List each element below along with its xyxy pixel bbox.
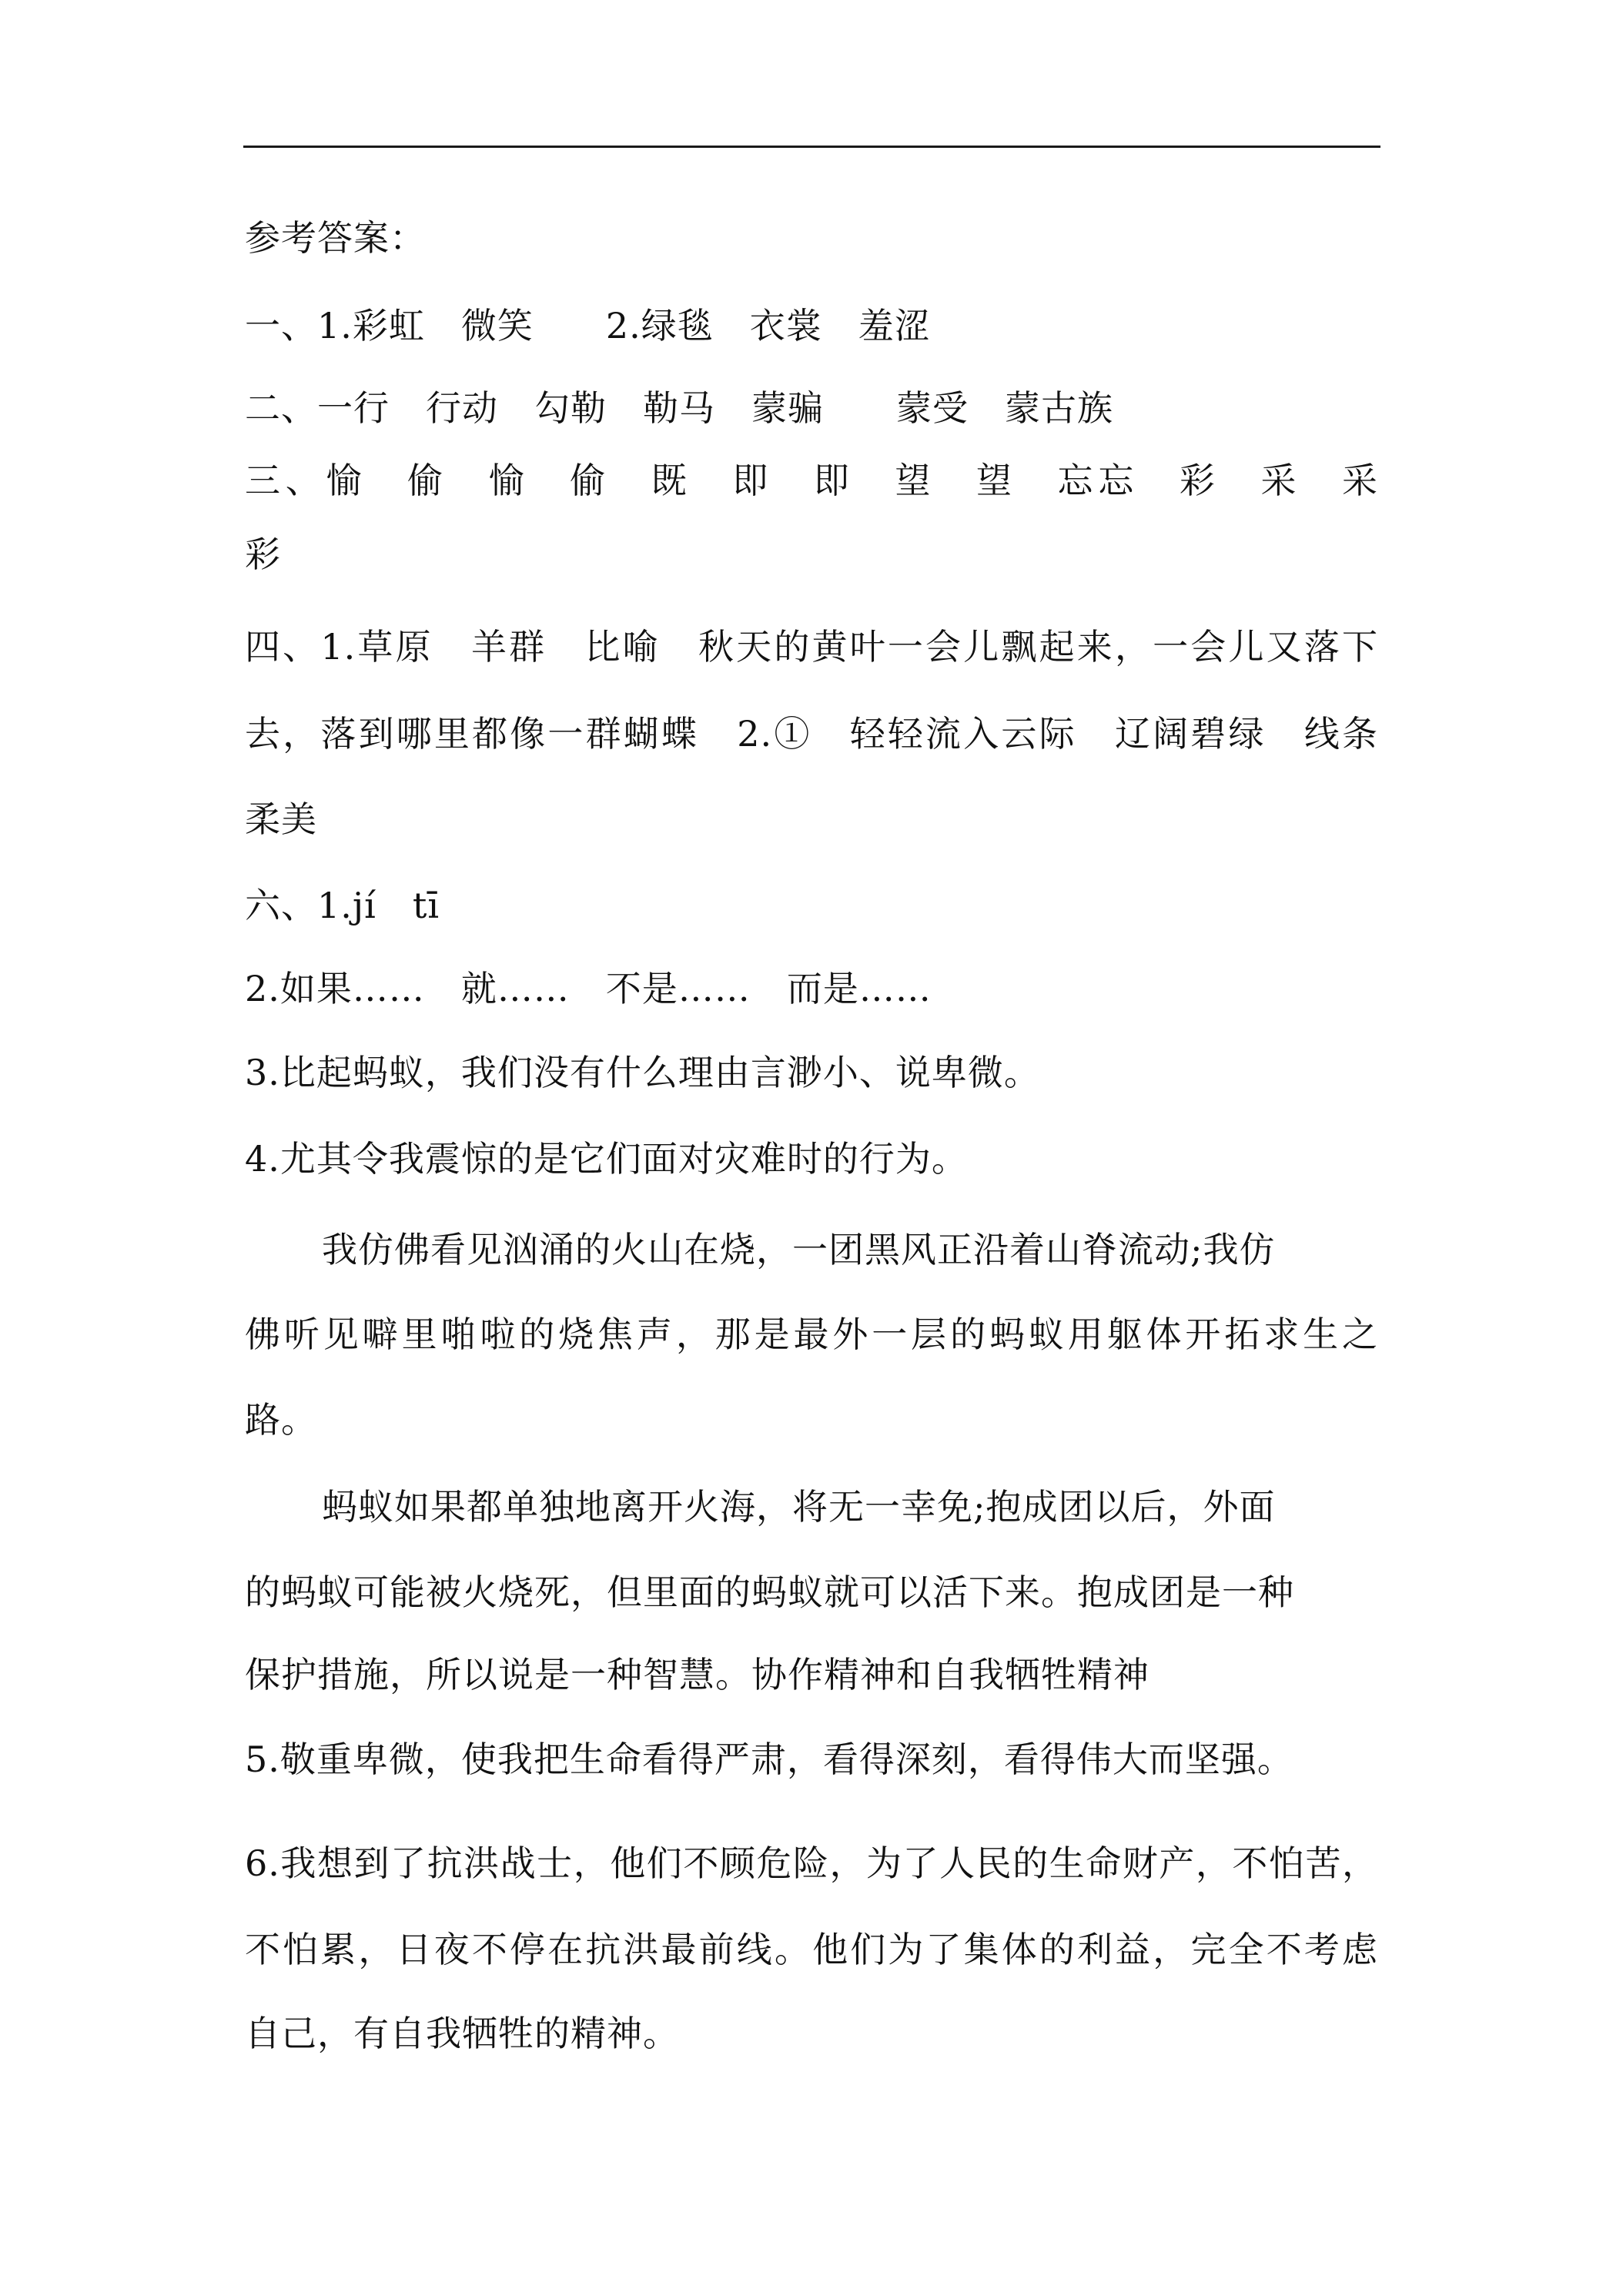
answer-line-6-2: 2.如果…… 就…… 不是…… 而是…… [245, 968, 932, 1009]
paragraph-1-line-2: 佛听见噼里啪啦的烧焦声，那是最外一层的蚂蚁用躯体开拓求生之 [245, 1314, 1378, 1355]
answer-line-1: 一、1.彩虹 微笑 2.绿毯 衣裳 羞涩 [245, 305, 931, 346]
answer-line-6-6c: 自己，有自我牺牲的精神。 [245, 2013, 679, 2054]
header-rule [243, 146, 1380, 148]
answer-line-6-6a: 6.我想到了抗洪战士，他们不顾危险，为了人民的生命财产，不怕苦， [245, 1842, 1378, 1884]
answer-line-6-1: 六、1.jí tī [245, 885, 440, 926]
answer-line-4b: 去，落到哪里都像一群蝴蝶 2.① 轻轻流入云际 辽阔碧绿 线条 [245, 713, 1378, 755]
answer-line-4a: 四、1.草原 羊群 比喻 秋天的黄叶一会儿飘起来，一会儿又落下 [245, 626, 1378, 668]
answer-line-6-3: 3.比起蚂蚁，我们没有什么理由言渺小、说卑微。 [245, 1052, 1040, 1093]
answer-line-6-6b: 不怕累，日夜不停在抗洪最前线。他们为了集体的利益，完全不考虑 [245, 1929, 1378, 1970]
paragraph-2-line-2: 的蚂蚁可能被火烧死，但里面的蚂蚁就可以活下来。抱成团是一种 [245, 1571, 1294, 1613]
answer-line-6-5: 5.敬重卑微，使我把生命看得严肃，看得深刻，看得伟大而坚强。 [245, 1739, 1293, 1780]
answer-line-6-4: 4.尤其令我震惊的是它们面对灾难时的行为。 [245, 1138, 968, 1180]
answer-line-4c: 柔美 [245, 798, 317, 840]
answer-line-3: 三、愉 偷 愉 偷 既 即 即 望 望 忘忘 彩 采 采 [245, 460, 1378, 501]
answer-heading: 参考答案： [245, 217, 426, 259]
paragraph-1-line-3: 路。 [245, 1399, 317, 1441]
answer-line-2: 二、一行 行动 勾勒 勒马 蒙骗 蒙受 蒙古族 [245, 387, 1113, 429]
paragraph-1-line-1: 我仿佛看见汹涌的火山在烧，一团黑风正沿着山脊流动;我仿 [322, 1229, 1276, 1270]
answer-line-3-cont: 彩 [245, 534, 281, 575]
paragraph-2-line-3: 保护措施，所以说是一种智慧。协作精神和自我牺牲精神 [245, 1654, 1149, 1695]
paragraph-2-line-1: 蚂蚁如果都单独地离开火海，将无一幸免;抱成团以后，外面 [322, 1486, 1276, 1528]
